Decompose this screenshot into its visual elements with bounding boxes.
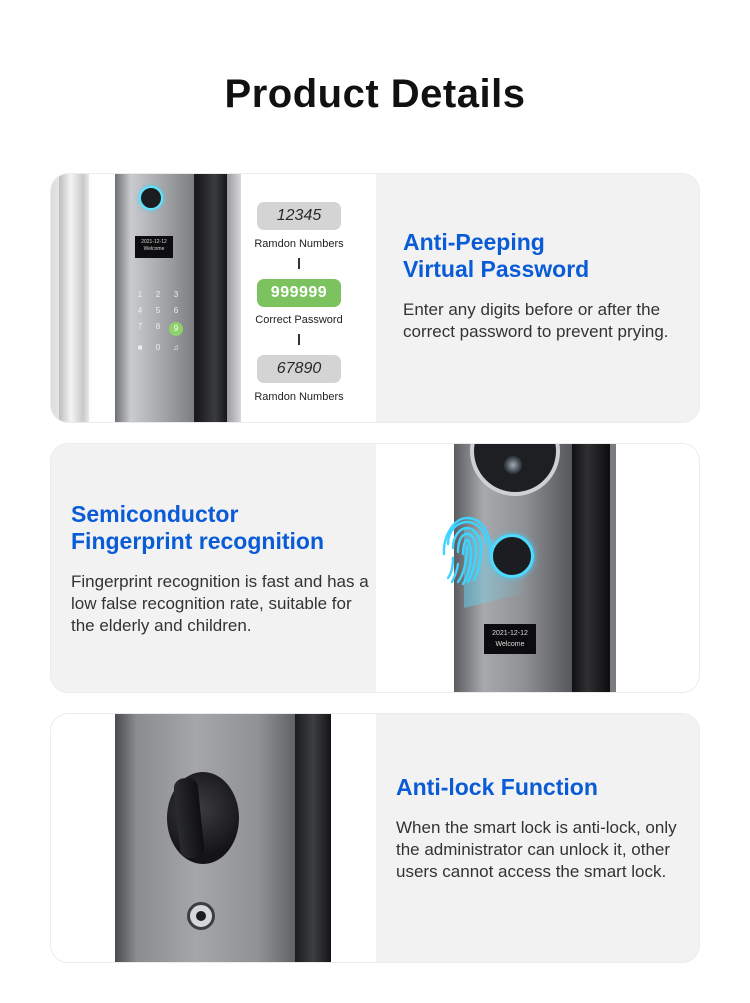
lock-display-date: 2021-12-12 <box>141 239 167 245</box>
keypad-key: 0 <box>155 343 161 352</box>
lock-display <box>135 236 173 258</box>
feature-description: Fingerprint recognition is fast and has a low false recognition rate, suitable for the elderly and children. <box>71 572 369 635</box>
lock-icon: ■ <box>137 343 143 352</box>
feature-text <box>71 501 371 637</box>
keypad-key: 7 <box>137 322 143 331</box>
keypad-key-highlighted: 9 <box>169 322 183 336</box>
door-edge <box>59 174 89 423</box>
feature-card-fingerprint <box>50 443 700 693</box>
feature-heading <box>403 229 688 283</box>
keypad-key: 8 <box>155 322 161 331</box>
feature-description: Enter any digits before or after the correct password to prevent prying. <box>403 300 669 341</box>
lock-display-date: 2021-12-12 <box>492 630 528 637</box>
feature-heading-line: Virtual Password <box>403 256 590 282</box>
keypad-key: 4 <box>137 306 143 315</box>
correct-password: 999999 <box>257 279 341 307</box>
lock-side-plate <box>227 174 241 423</box>
feature-card-anti-lock <box>50 713 700 963</box>
keypad-key: 1 <box>137 290 143 299</box>
keyhole-icon <box>187 902 215 930</box>
keypad-key: 6 <box>173 306 179 315</box>
feature-heading-line: Semiconductor <box>71 501 239 527</box>
keypad <box>131 290 187 352</box>
fingerprint-icon <box>438 516 496 588</box>
feature-heading-line: Fingerprint recognition <box>71 528 324 554</box>
lock-display-message: Welcome <box>143 246 165 252</box>
feature-description: When the smart lock is anti-lock, only the administrator can unlock it, other users cannot access the smart lock. <box>396 818 677 881</box>
keypad-key: 5 <box>155 306 161 315</box>
lock-front-panel <box>115 174 197 423</box>
fingerprint-lock-image <box>376 444 700 693</box>
lock-display-message: Welcome <box>495 641 525 648</box>
lock-handle-shadow <box>197 174 227 423</box>
random-digits-before: 12345 <box>257 202 341 230</box>
doorbell-icon: ♫ <box>173 343 179 352</box>
feature-heading-line: Anti-Peeping <box>403 229 545 255</box>
feature-heading <box>71 501 371 555</box>
lock-back-panel-image <box>51 714 376 963</box>
camera-lens <box>504 456 522 474</box>
fingerprint-sensor-icon <box>139 186 163 210</box>
random-digits-before-label: Ramdon Numbers <box>254 238 344 250</box>
keypad-key: 3 <box>173 290 179 299</box>
divider <box>298 258 300 269</box>
lock-side-edge <box>295 714 331 963</box>
correct-password-label: Correct Password <box>255 314 343 326</box>
lock-keypad-image <box>51 174 376 423</box>
camera-icon <box>470 443 560 496</box>
feature-card-anti-peeping <box>50 173 700 423</box>
page-title: Product Details <box>224 72 526 116</box>
lock-handle-shadow <box>572 444 616 693</box>
feature-heading: Anti-lock Function <box>396 774 598 800</box>
fingerprint-sensor-icon <box>490 534 534 578</box>
divider <box>298 334 300 345</box>
feature-text <box>403 229 688 343</box>
lock-display <box>484 624 536 654</box>
keypad-key: 2 <box>155 290 161 299</box>
random-digits-after: 67890 <box>257 355 341 383</box>
feature-text <box>396 774 691 883</box>
random-digits-after-label: Ramdon Numbers <box>254 391 344 403</box>
